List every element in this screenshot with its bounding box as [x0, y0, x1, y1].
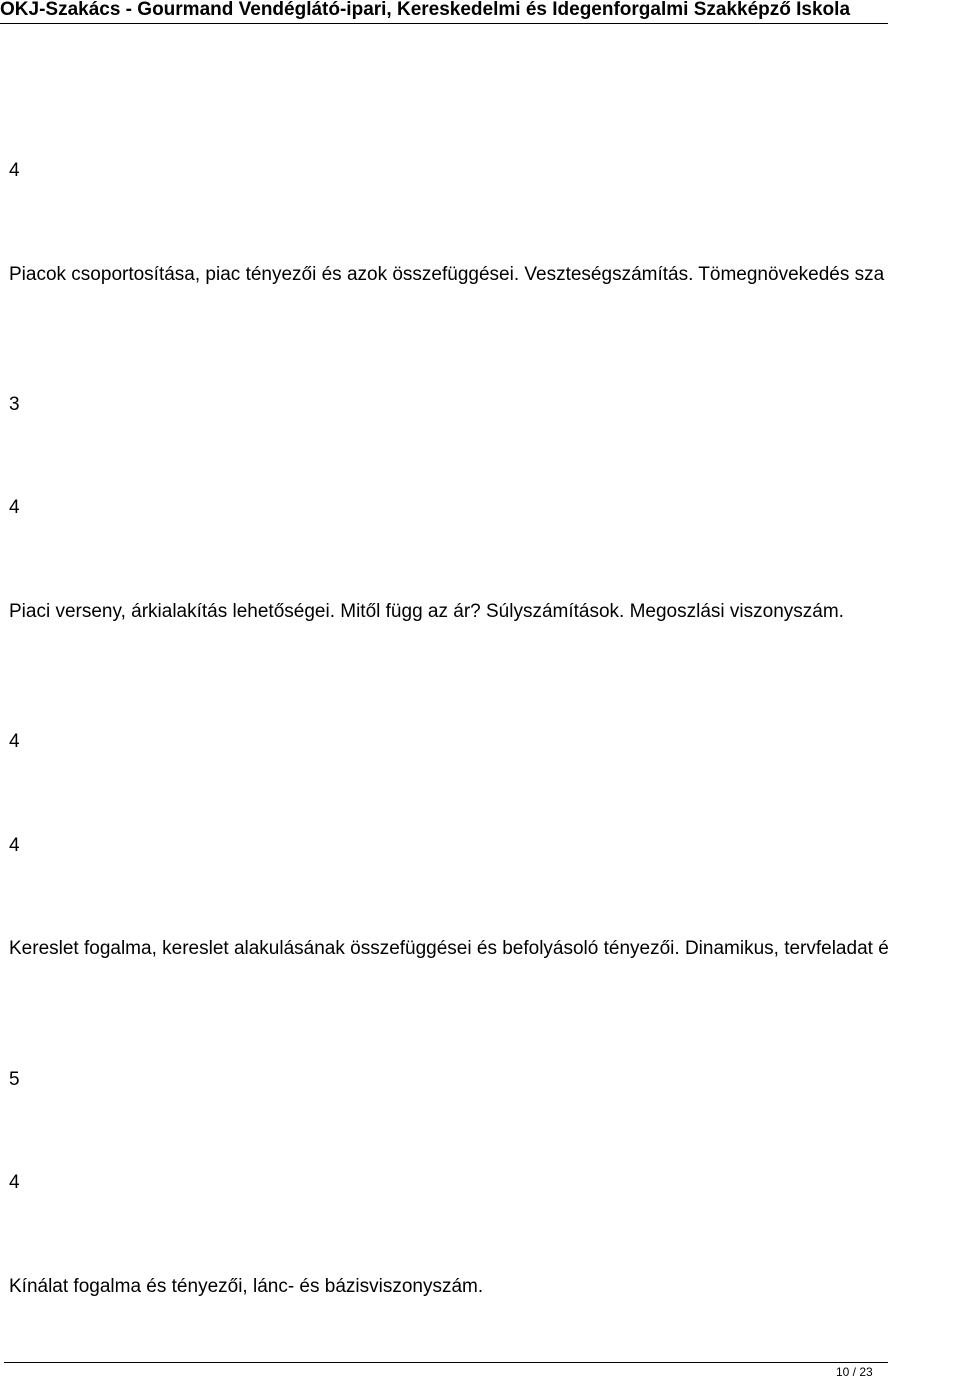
line-number: 4 — [9, 160, 20, 181]
line-number: 4 — [9, 1172, 20, 1193]
text-line: Piacok csoportosítása, piac tényezői és azok összefüggései. Veszteségszámítás. Tömegnövekedés sza — [9, 264, 885, 285]
text-line: Piaci verseny, árkialakítás lehetőségei. Mitől függ az ár? Súlyszámítások. Megoszlási viszonyszám. — [9, 601, 844, 622]
line-number: 3 — [9, 394, 20, 415]
line-number: 5 — [9, 1069, 20, 1090]
line-number: 4 — [9, 835, 20, 856]
footer-divider — [4, 1362, 888, 1363]
text-line: Kínálat fogalma és tényezői, lánc- és bázisviszonyszám. — [9, 1276, 484, 1297]
page-number: 10 / 23 — [836, 1365, 873, 1379]
header-divider — [0, 23, 888, 24]
line-number: 4 — [9, 731, 20, 752]
document-header-title: OKJ-Szakács - Gourmand Vendéglátó-ipari, Kereskedelmi és Idegenforgalmi Szakképző Iskola — [0, 0, 851, 20]
text-line: Kereslet fogalma, kereslet alakulásának összefüggései és befolyásoló tényezői. Dinamikus, tervfeladat é — [9, 938, 889, 959]
line-number: 4 — [9, 497, 20, 518]
